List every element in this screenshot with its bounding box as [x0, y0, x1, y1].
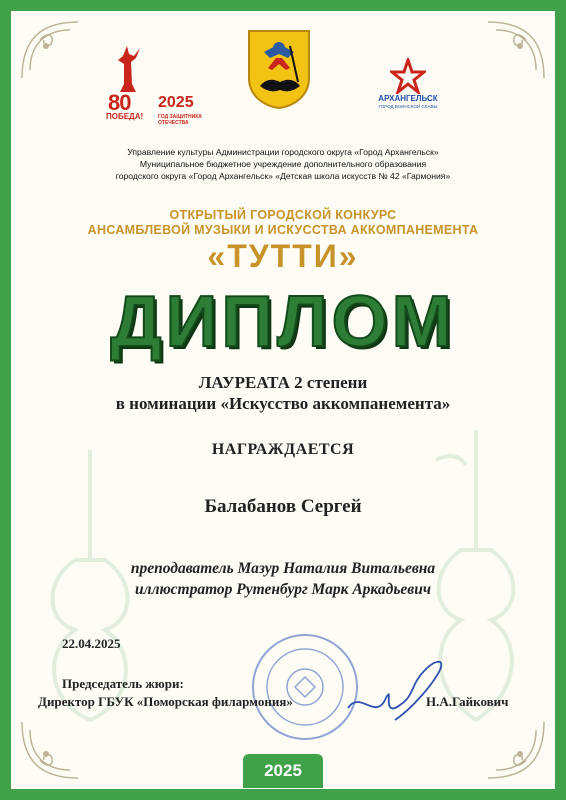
arkhangelsk-city-logo: [368, 58, 448, 118]
issue-date: 22.04.2025: [62, 636, 121, 651]
footer-year-badge: 2025: [243, 754, 323, 788]
organization-line: Управление культуры Администрации городского округа «Город Архангельск»: [127, 147, 439, 157]
contest-line: АНСАМБЛЕВОЙ МУЗЫКИ И ИСКУССТВА АККОМПАНЕМЕНТА: [87, 223, 479, 237]
motherland-statue-icon: [112, 44, 142, 94]
recipient-name: Балабанов Сергей: [204, 496, 362, 517]
victory-eighty: 80: [108, 90, 131, 115]
signer-name: Н.А.Гайкович: [426, 694, 509, 709]
red-star-icon: [390, 58, 426, 94]
diploma-heading: ДИПЛОМ: [110, 282, 456, 362]
year-caption: ГОД ЗАЩИТНИКА ОТЕЧЕСТВА: [158, 114, 202, 126]
organization-block: [40, 146, 526, 182]
laureate-degree: ЛАУРЕАТА 2 степени: [198, 373, 368, 392]
city-subtitle: ГОРОД ВОИНСКОЙ СЛАВЫ: [378, 104, 438, 109]
contest-title: [40, 208, 526, 238]
teachers-block: [40, 558, 526, 600]
victory-year: 2025: [158, 94, 194, 111]
awarded-label: НАГРАЖДАЕТСЯ: [211, 441, 355, 458]
director-title: Директор ГБУК «Поморская филармония»: [38, 694, 293, 709]
illustrator-line: иллюстратор Рутенбург Марк Аркадьевич: [135, 581, 431, 598]
arkhangelsk-coat-of-arms-icon: [246, 28, 312, 110]
city-name: АРХАНГЕЛЬСК: [378, 94, 438, 103]
victory-word: ПОБЕДА!: [106, 112, 144, 121]
laureate-nomination: в номинации «Искусство аккомпанемента»: [115, 394, 451, 413]
teacher-line: преподаватель Мазур Наталия Витальевна: [130, 560, 436, 577]
jury-chair-label: Председатель жюри:: [62, 676, 184, 691]
victory-80-logo: [100, 44, 210, 126]
handwritten-signature-icon: [340, 650, 450, 730]
header-logos: [0, 28, 566, 126]
organization-line: Муниципальное бюджетное учреждение дополнительного образования: [139, 159, 427, 169]
contest-line: ОТКРЫТЫЙ ГОРОДСКОЙ КОНКУРС: [169, 208, 397, 222]
organization-line: городского округа «Город Архангельск» «Детская школа искусств № 42 «Гармония»: [115, 171, 451, 181]
laureate-block: [40, 372, 526, 414]
contest-name: «ТУТТИ»: [207, 238, 359, 274]
